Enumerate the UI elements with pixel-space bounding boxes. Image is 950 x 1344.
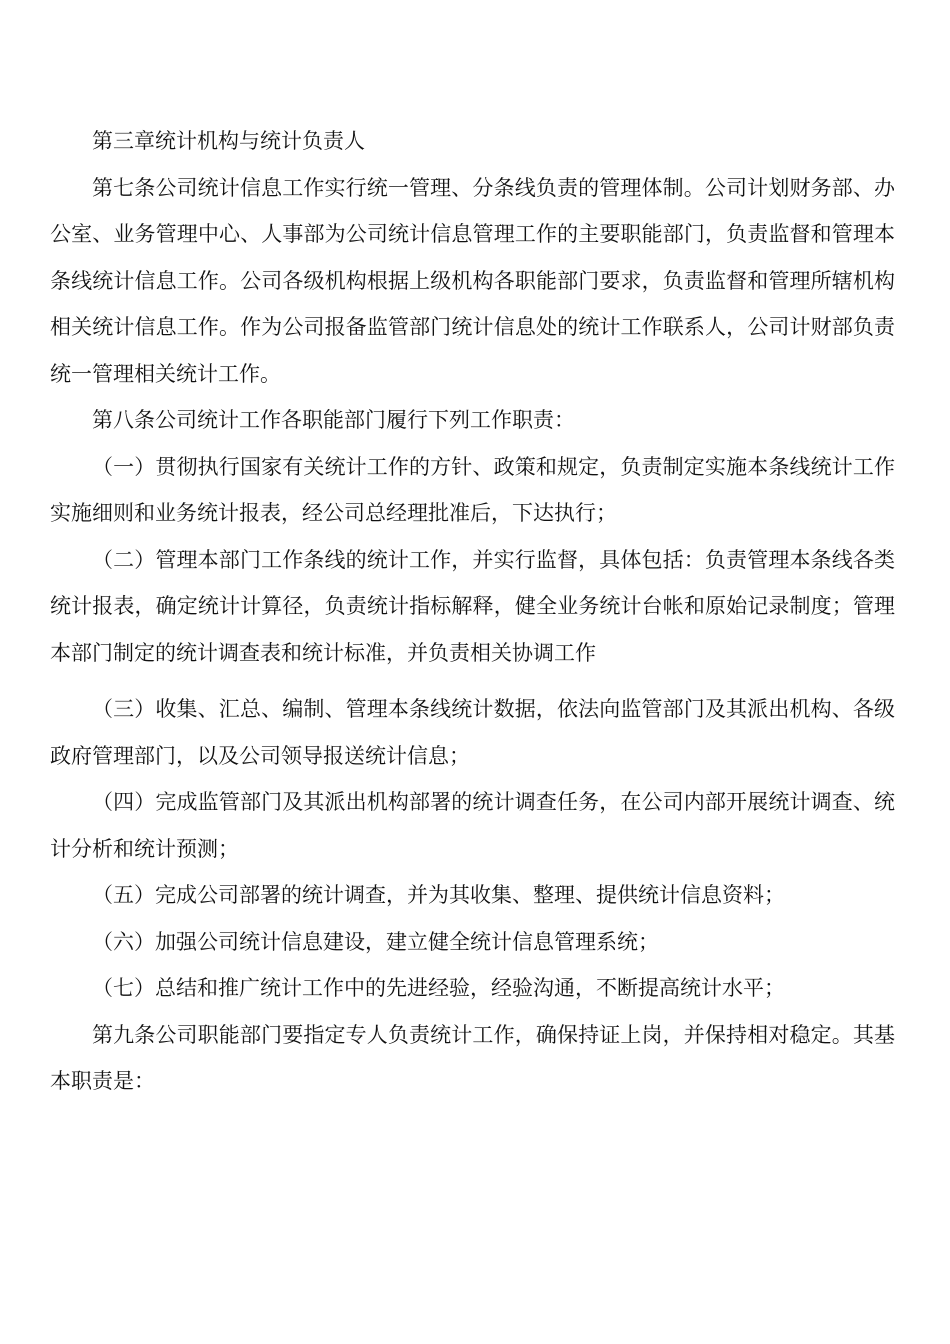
duty-item-4: （四）完成监管部门及其派出机构部署的统计调查任务，在公司内部开展统计调查、统计分析和统计预测； (50, 790, 895, 861)
article-8: 第八条公司统计工作各职能部门履行下列工作职责： (92, 408, 575, 432)
duty-item-3: （三）收集、汇总、编制、管理本条线统计数据，依法向监管部门及其派出机构、各级政府管理部门，以及公司领导报送统计信息； (50, 697, 895, 768)
chapter-heading: 第三章统计机构与统计负责人 (92, 129, 365, 153)
duty-item-7: （七）总结和推广统计工作中的先进经验，经验沟通，不断提高统计水平； (92, 976, 785, 1000)
duty-item-6: （六）加强公司统计信息建设，建立健全统计信息管理系统； (92, 929, 659, 954)
document-page (50, 118, 895, 1105)
duty-item-5: （五）完成公司部署的统计调查，并为其收集、整理、提供统计信息资料； (92, 883, 785, 907)
article-7: 第七条公司统计信息工作实行统一管理、分条线负责的管理体制。公司计划财务部、办公室、业务管理中心、人事部为公司统计信息管理工作的主要职能部门，负责监督和管理本条线统计信息工作。公司各级机构根据上级机构各职能部门要求，负责监督和管理所辖机构相关统计信息工作。作为公司报备监管部门统计信息处的统计工作联系人，公司计财部负责统一管理相关统计工作。 (50, 175, 895, 386)
duty-item-1: （一）贯彻执行国家有关统计工作的方针、政策和规定，负责制定实施本条线统计工作实施细则和业务统计报表，经公司总经理批准后，下达执行； (50, 454, 895, 525)
article-9: 第九条公司职能部门要指定专人负责统计工作，确保持证上岗，并保持相对稳定。其基本职责是： (50, 1022, 895, 1093)
duty-item-2: （二）管理本部门工作条线的统计工作，并实行监督，具体包括：负责管理本条线各类统计报表，确定统计计算径，负责统计指标解释，健全业务统计台帐和原始记录制度；管理本部门制定的统计调查表和统计标准，并负责相关协调工作 (50, 547, 895, 665)
